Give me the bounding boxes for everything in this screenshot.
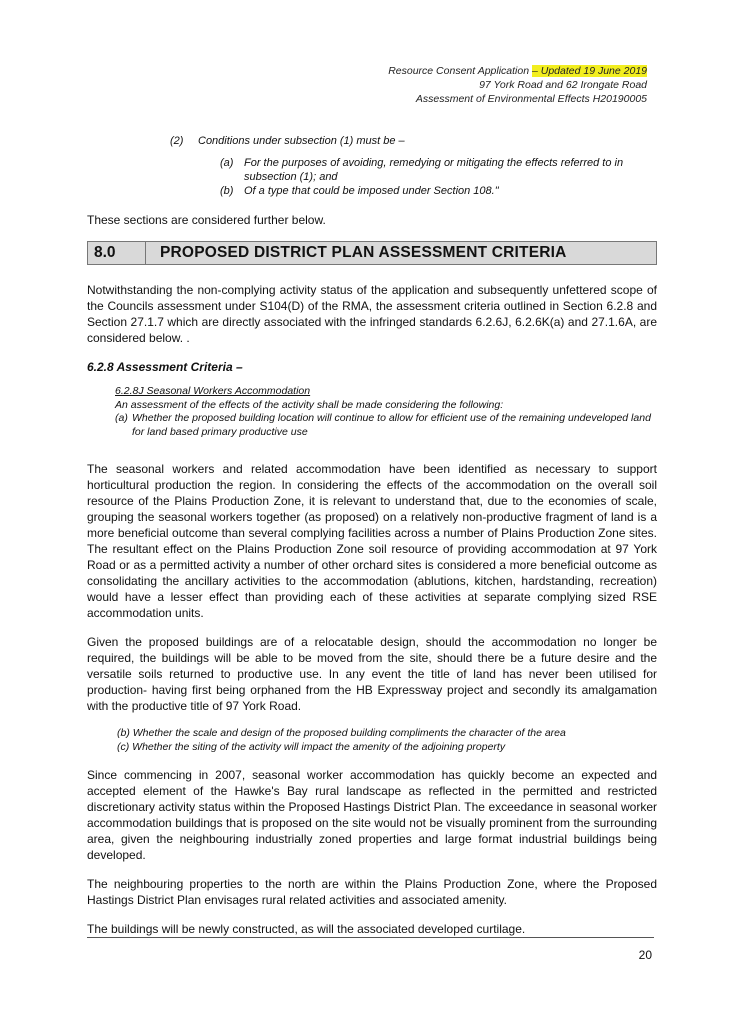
page-number: 20 <box>638 948 652 962</box>
quote-item-b-number: (b) <box>220 185 234 197</box>
quote-item-a-number: (a) <box>220 157 234 169</box>
criteria-item-a-text: Whether the proposed building location will continue to allow for efficient use of the remaining undeveloped land for land based primary productive use <box>132 412 651 438</box>
criteria-item-c: (c) Whether the siting of the activity will impact the amenity of the adjoining property <box>117 740 506 753</box>
header-line-1 <box>388 64 647 78</box>
quote-item-a-text: For the purposes of avoiding, remedying or mitigating the effects referred to in subsection (1); and <box>244 157 624 183</box>
paragraph-sections: These sections are considered further below. <box>87 213 326 227</box>
criteria-item-a <box>115 412 657 439</box>
criteria-title: 6.2.8J Seasonal Workers Accommodation <box>115 385 311 397</box>
header-address: 97 York Road and 62 Irongate Road <box>479 79 647 91</box>
page-content <box>87 134 657 950</box>
quote-item-2-number: (2) <box>170 135 184 147</box>
criteria-block-2 <box>117 727 657 754</box>
criteria-intro: An assessment of the effects of the activity shall be made considering the following: <box>115 398 504 411</box>
section-number: 8.0 <box>88 242 146 264</box>
footer-divider <box>87 937 654 938</box>
paragraph-seasonal-workers: The seasonal workers and related accommodation have been identified as necessary to support horticultural production the region. In considering the effects of the accommodation on the overall soil resource of the Plains Production Zone, it is relevant to understand that, due to the economies of scale, grouping the seasonal workers together (as proposed) on a relatively non-productive fragment of land is a more beneficial outcome than several complying facilities across a number of Plains Production Zone sites. The resultant effect on the Plains Production Zone soil resource of providing accommodation at 97 York Road or as a permitted activity a number of other orchard sites is considered a more beneficial outcome as consolidating the ancillary activities to the accommodation (ablutions, kitchen, hardstanding, recreation) would have a lesser effect than providing each of these activities at separate complying sized RSE accommodation units. <box>87 462 657 620</box>
section-heading-bar <box>87 241 657 265</box>
quote-item-a <box>220 156 657 184</box>
section-title: PROPOSED DISTRICT PLAN ASSESSMENT CRITERIA <box>160 244 567 261</box>
page-header <box>388 64 647 106</box>
paragraph-relocatable-design: Given the proposed buildings are of a relocatable design, should the accommodation no longer be required, the buildings will be able to be moved from the site, should there be a future desire and the versatile soils returned to productive use. In any event the title of land has never been utilised for production- having first being orphaned from the HB Expressway project and secondly its amalgamation with the productive title of 97 York Road. <box>87 635 657 713</box>
criteria-item-b: (b) Whether the scale and design of the proposed building compliments the character of the area <box>117 727 566 739</box>
paragraph-new-buildings: The buildings will be newly constructed, as will the associated developed curtilage. <box>87 922 526 936</box>
subheading-assessment-criteria: 6.2.8 Assessment Criteria – <box>87 360 243 374</box>
quote-item-2 <box>170 134 657 148</box>
header-report-title: Assessment of Environmental Effects H20190005 <box>415 93 647 105</box>
header-application-label: Resource Consent Application <box>388 65 532 77</box>
paragraph-neighbouring-properties: The neighbouring properties to the north are within the Plains Production Zone, where the Proposed Hastings District Plan envisages rural related activities and associated amenity. <box>87 877 657 907</box>
paragraph-since-2007: Since commencing in 2007, seasonal worker accommodation has quickly become an expected and accepted element of the Hawke's Bay rural landscape as reflected in the permitted and restricted discretionary activity status within the Proposed Hastings District Plan. The exceedance in seasonal worker accommodation buildings that is proposed on the site would not be visually prominent from the surrounding area, given the neighbouring industrially zoned properties and large format industrial buildings being developed. <box>87 768 657 862</box>
quote-item-2-text: Conditions under subsection (1) must be – <box>198 135 405 147</box>
paragraph-intro: Notwithstanding the non-complying activity status of the application and subsequently unfettered scope of the Councils assessment under S104(D) of the RMA, the assessment criteria outlined in Section 6.2.8 and Section 27.1.7 which are directly associated with the infringed standards 6.2.6J, 6.2.6K(a) and 27.1.6A, are considered below. . <box>87 283 657 345</box>
quote-item-b-text: Of a type that could be imposed under Section 108." <box>244 185 499 197</box>
quote-item-b <box>220 184 657 198</box>
criteria-block <box>115 385 657 439</box>
criteria-item-a-number: (a) <box>115 412 128 424</box>
header-updated-highlight: – Updated 19 June 2019 <box>531 65 647 77</box>
